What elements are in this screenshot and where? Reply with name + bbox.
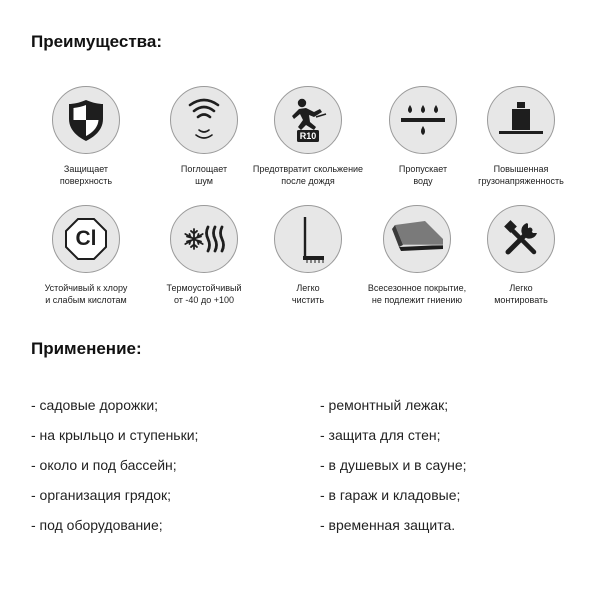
feature-chlorine-resistant: [28, 205, 144, 306]
feature-label: Повышенная грузонапряженность: [478, 164, 564, 186]
application-list-right: [320, 390, 467, 540]
slip-resistance-icon: [274, 86, 342, 154]
chlorine-symbol: Cl: [75, 227, 97, 250]
feature-label: Устойчивый к хлору и слабым кислотам: [44, 283, 128, 305]
feature-easy-install: [463, 205, 579, 306]
feature-all-season: [359, 205, 475, 306]
list-item: - временная защита.: [320, 517, 456, 533]
list-item: - организация грядок;: [31, 487, 172, 503]
all-season-coating-icon: [383, 205, 451, 273]
advantages-title: Преимущества:: [31, 32, 163, 51]
feature-heat-resistant: [146, 205, 262, 306]
list-item: - около и под бассейн;: [31, 457, 177, 473]
feature-absorbs-noise: [146, 86, 262, 187]
feature-protects-surface: [28, 86, 144, 187]
water-drain-icon: [389, 86, 457, 154]
sound-waves-icon: [170, 86, 238, 154]
list-item: - садовые дорожки;: [31, 397, 159, 413]
temperature-icon: [170, 205, 238, 273]
feature-label: Предотвратит скольжение после дождя: [252, 164, 364, 186]
feature-label: Защищает поверхность: [59, 164, 113, 186]
list-item: - ремонтный лежак;: [320, 397, 449, 413]
tools-icon: [487, 205, 555, 273]
feature-label: Поглощает шум: [180, 164, 228, 186]
list-item: - на крыльцо и ступеньки;: [31, 427, 199, 443]
feature-label: Легко чистить: [291, 283, 325, 305]
broom-icon: [274, 205, 342, 273]
list-item: - в душевых и в сауне;: [320, 457, 467, 473]
feature-high-load: [463, 86, 579, 187]
list-item: - в гараж и кладовые;: [320, 487, 461, 503]
feature-label: Термоустойчивый от -40 до +100: [166, 283, 242, 305]
r10-badge: R10: [299, 131, 317, 141]
list-item: - под оборудование;: [31, 517, 163, 533]
feature-label: Пропускает воду: [398, 164, 448, 186]
feature-anti-slip: [250, 86, 366, 187]
feature-label: Всесезонное покрытие, не подлежит гниению: [367, 283, 467, 305]
weight-load-icon: [487, 86, 555, 154]
application-list-left: [31, 390, 198, 540]
feature-easy-clean: [250, 205, 366, 306]
application-title: Применение:: [31, 339, 142, 358]
feature-label: Легко монтировать: [494, 283, 548, 305]
shield-icon: [52, 86, 120, 154]
list-item: - защита для стен;: [320, 427, 441, 443]
